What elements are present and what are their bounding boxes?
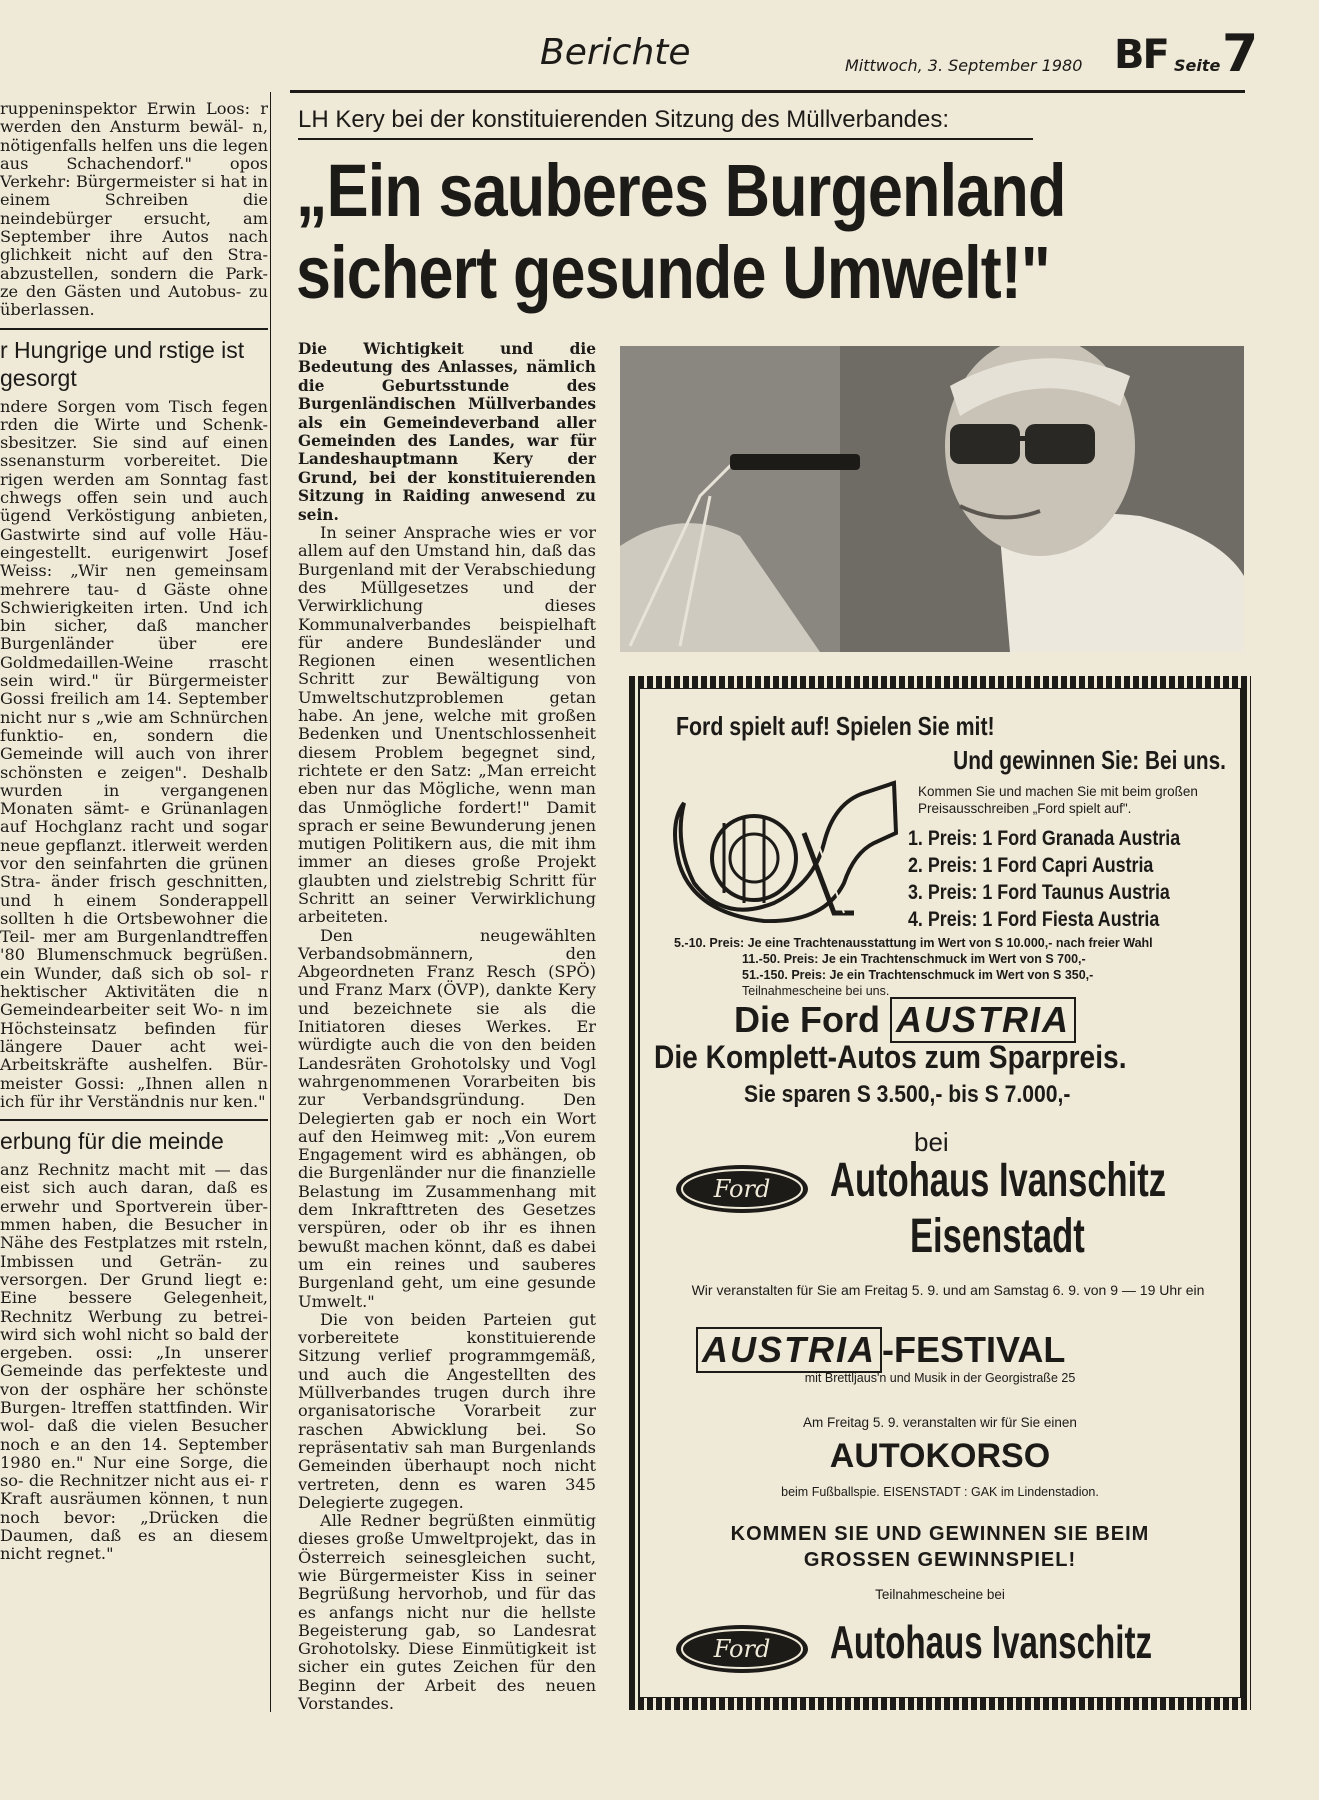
left-column-article (0, 100, 268, 1564)
article-paragraph: Alle Redner begrüßten einmütig dieses große Umweltprojekt, das in Österreich seinesgleichen sucht, wie Bürgermeister Kiss in seiner Begrüßung hervorhob, und für das es anfangs nicht nur die hellste Begeisterung gab, so Landesrat Grohotolsky. Diese Einmütigkeit ist sicher ein gutes Zeichen für den Beginn der Arbeit des neuen Vorstandes. (298, 1511, 596, 1714)
left-text-block-1: ruppeninspektor Erwin Loos: r werden den Ansturm bewäl- n, nötigenfalls helfen uns die legen aus Schachendorf." opos Verkehr: Bürgermeister si hat in einem Schreiben die neindebürger ersucht, am September ihre Autos nach glichkeit nicht auf den Stra- abzustellen, sondern die Park- ze den Gästen und Autobus- zu überlassen. (0, 100, 268, 320)
prize-item: 4. Preis: 1 Ford Fiesta Austria (908, 908, 1160, 931)
entry-forms-note: Teilnahmescheine bei (875, 1587, 1005, 1602)
austria-wordmark: AUSTRIA (890, 997, 1076, 1043)
prize-item: 3. Preis: 1 Ford Taunus Austria (908, 881, 1170, 904)
minor-prize: Teilnahmescheine bei uns. (742, 984, 890, 998)
left-subheading-1: r Hungrige und rstige ist gesorgt (0, 336, 245, 391)
ad-panel (639, 688, 1241, 1698)
dealer-city: Eisenstadt (910, 1210, 1085, 1263)
ford-logo-icon (674, 1623, 810, 1675)
page-label: Seite (1174, 56, 1221, 75)
left-subheading-2: erbung für die meinde (0, 1128, 224, 1155)
article-body (298, 524, 596, 1713)
ford-austria-prefix: Die Ford (734, 999, 881, 1040)
headline-line-2: sichert gesunde Umwelt!" (296, 231, 1050, 314)
ad-title-2: Und gewinnen Sie: Bei uns. (953, 745, 1226, 775)
minor-prize-list (674, 935, 1234, 999)
minor-prize: 11.-50. Preis: Je ein Trachtenschmuck im Wert von S 700,- (742, 952, 1086, 966)
bei-label: bei (914, 1127, 949, 1157)
prize-item: 2. Preis: 1 Ford Capri Austria (908, 854, 1154, 877)
ford-logo-text: Ford (713, 1635, 771, 1663)
contest-call: KOMMEN SIE UND GEWINNEN SIE BEIM GROSSEN GEWINNSPIEL! (730, 1523, 1150, 1571)
article-paragraph: Die von beiden Parteien gut vorbereitete konstituierende Sitzung verlief programmgemäß, und auch die Angestellten des Müllverbandes trugen durch ihre organisatorische Vorarbeit zur raschen Abwicklung bei. So repräsentativ sah man Burgenlands Gemeinden überhaupt noch nicht vertreten, denn es waren 345 Delegierte zugegen. (298, 1309, 596, 1512)
left-rule (0, 328, 268, 330)
article-body-column (298, 340, 596, 1713)
speaker-photo (620, 346, 1244, 652)
ford-austria-line (734, 997, 1076, 1043)
ford-logo-icon (674, 1163, 810, 1215)
minor-prize: 5.-10. Preis: Je eine Trachtenausstattung im Wert von S 10.000,- nach freier Wahl (674, 936, 1153, 950)
article-lead: Die Wichtigkeit und die Bedeutung des Anlasses, nämlich die Geburtsstunde des Burgenländischen Müllverbandes als ein Gemeindeverband aller Gemeinden des Landes, war für Landeshauptmann Kery der Grund, bei der konstituierenden Sitzung in Raiding anwesend zu sein. (298, 340, 596, 524)
festival-details: mit Brettljaus'n und Musik in der Georgistraße 25 (804, 1371, 1076, 1385)
french-horn-icon (664, 773, 900, 923)
speaker-photo-image (620, 346, 1244, 652)
minor-prize: 51.-150. Preis: Je ein Trachtenschmuck im Wert von S 350,- (742, 968, 1094, 982)
austria-wordmark: AUSTRIA (696, 1327, 882, 1373)
section-title: Berichte (540, 32, 691, 73)
article-paragraph: In seiner Ansprache wies er vor allem auf den Umstand hin, daß das Burgenland mit der Verabschiedung des Müllgesetzes und der Verwirklichung dieses Kommunalverbandes beispielhaft für andere Bundesländer und Regionen einen wesentlichen Schritt zur Bewältigung von Umweltschutzproblemen getan habe. An jene, welche mit großen Bedenken und Unentschlossenheit diesem Problem begegnet sind, richtete er den Satz: „Man erreicht eben nur das Mögliche, wenn man das Unmögliche fordert!" Damit sprach er seine Bewunderung jenen mutigen Politikern aus, die mit ihm immer an dieses große Projekt glaubten und zielstrebig Schritt für Schritt an seiner Verwirklichung arbeiteten. (298, 523, 596, 927)
event-announcement: Wir veranstalten für Sie am Freitag 5. 9. und am Samstag 6. 9. von 9 — 19 Uhr ein (691, 1282, 1205, 1298)
prize-item: 1. Preis: 1 Ford Granada Austria (908, 827, 1181, 850)
ad-title-1: Ford spielt auf! Spielen Sie mit! (676, 711, 995, 741)
kicker-rule (298, 138, 1033, 140)
dealer-name-footer: Autohaus Ivanschitz (830, 1616, 1153, 1668)
ford-logo-text: Ford (713, 1175, 771, 1203)
komplett-slogan: Die Komplett-Autos zum Sparpreis. (654, 1039, 1127, 1075)
ford-advertisement (629, 676, 1251, 1710)
savings-line: Sie sparen S 3.500,- bis S 7.000,- (744, 1081, 1071, 1108)
football-match-note: beim Fußballspie. EISENSTADT : GAK im Lindenstadion. (781, 1485, 1099, 1499)
left-text-block-3: anz Rechnitz macht mit — das eist sich auch daran, daß es erwehr und Sportverein über- mmen haben, die Besucher in Nähe des Festplatzes mit rsteln, Imbissen und Geträn- zu versorgen. Der Grund liegt e: Eine bessere Gelegenheit, Rechnitz Werbung zu betrei- wird sich wohl nicht so bald der ergeben. ossi: „In unserer Gemeinde das perfekteste und von der osphäre her schönste Burgen- ltreffen stattfinden. Wir wol- daß die vielen Besucher noch e an den 14. September 1980 en." Nur eine Sorge, die so- die Rechnitzer nicht aus ei- r Kraft ausräumen können, t nun noch bevor: „Drücken die Daumen, daß es an diesem nicht regnet." (0, 1160, 268, 1564)
festival-suffix: -FESTIVAL (882, 1329, 1066, 1370)
article-headline (296, 150, 1112, 314)
headline-line-1: „Ein sauberes Burgenland (296, 149, 1066, 232)
header-rule (290, 90, 1245, 93)
issue-date: Mittwoch, 3. September 1980 (845, 56, 1083, 75)
prize-list (908, 825, 1248, 933)
page-number: 7 (1222, 24, 1259, 84)
ad-subtext: Kommen Sie und machen Sie mit beim großen Preisausschreiben „Ford spielt auf". (918, 784, 1198, 816)
newspaper-logo: BF (1114, 32, 1168, 78)
left-rule (0, 1119, 268, 1121)
festival-title (696, 1327, 1065, 1373)
article-paragraph: Den neugewählten Verbandsobmännern, den Abgeordneten Franz Resch (SPÖ) und Franz Marx (ÖVP), dankte Kery und bezeichnete sie als die Initiatoren dieses Werkes. Er würdigte auch die von den beiden Landesräten Grohotolsky und Vogl wahrgenommenen Vorarbeiten bis zur Verbandsgründung. Den Delegierten gab er noch ein Wort auf den Heimweg mit: „Von eurem Engagement wird es abhängen, ob die Burgenländer nur die finanzielle Belastung im Zusammenhang mit dem Inkrafttreten des Gesetzes verspüren, oder ob ihr es ihnen bewußt machen könnt, daß es dabei um ein reines und sauberes Burgenland geht, um eine gesunde Umwelt." (298, 925, 596, 1311)
column-divider (270, 92, 271, 1712)
autokorso-intro: Am Freitag 5. 9. veranstalten wir für Sie einen (803, 1415, 1077, 1430)
article-kicker: LH Kery bei der konstituierenden Sitzung des Müllverbandes: (298, 106, 950, 133)
left-text-block-2: ndere Sorgen vom Tisch fegen rden die Wirte und Schenk- sbesitzer. Sie sind auf einen ssenansturm vorbereitet. Die rigen werden am Sonntag fast chwegs offen sein und auch ügend Verköstigung anbieten, Gastwirte sind auf volle Häu- eingestellt. eurigenwirt Josef Weiss: „Wir nen gemeinsam mehrere tau- d Gäste ohne Schwierigkeiten irten. Und ich bin sicher, daß mancher Burgenländer über ere Goldmedaillen-Weine rrascht sein wird." ür Bürgermeister Gossi freilich am 14. September nicht nur s „wie am Schnürchen funktio- en, sondern die Gemeinde will auch von ihrer schönsten e zeigen". Deshalb wurden in vergangenen Monaten sämt- e Grünanlagen auf Hochglanz racht und sogar neue gepflanzt. itlerweit werden vor den seinfahrten die grünen Stra- änder frisch geschnitten, und h einem Sonderappell sollten h die Ortsbewohner die Teil- mer am Burgenlandtreffen '80 Blumenschmuck begrüßen. ein Wunder, daß sich ob sol- r hektischer Aktivitäten die n Gemeindearbeiter seit Wo- n im Höchsteinsatz befinden für längere Dauer acht wei- Arbeitskräfte aushelfen. Bür- meister Gossi: „Ihnen allen n ich für ihr Verständnis nur ken." (0, 396, 268, 1111)
dealer-name: Autohaus Ivanschitz (830, 1154, 1167, 1207)
autokorso-title: AUTOKORSO (829, 1437, 1051, 1475)
